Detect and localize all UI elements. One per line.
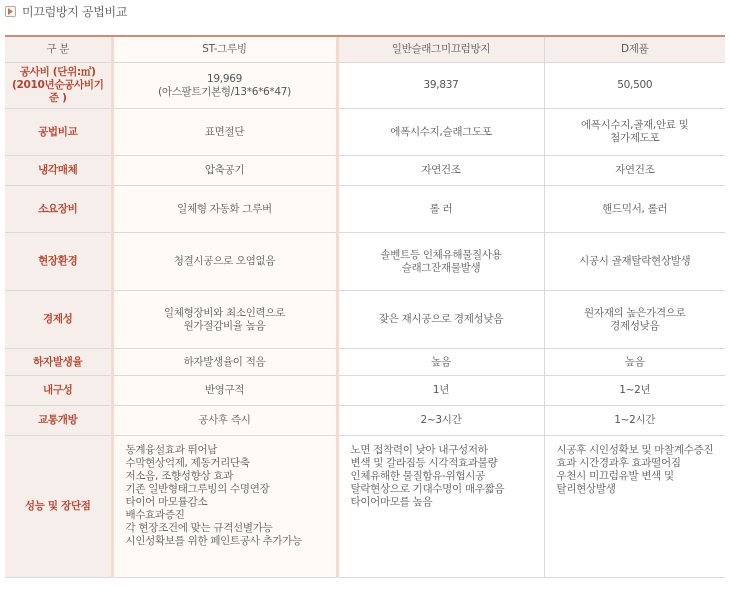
row-label-equipment: 소요장비 [5, 186, 112, 233]
page-title-bar [5, 2, 127, 20]
table-row [5, 436, 725, 578]
table-row [5, 109, 725, 156]
table-cell: 높음 [544, 349, 725, 376]
table-cell: 19,969 (아스팔트기본형/13*6*6*47) [112, 63, 337, 109]
table-cell: 1년 [337, 376, 544, 406]
table-row [5, 156, 725, 186]
table-cell: 일체형 자동화 그루버 [112, 186, 337, 233]
table-row [5, 186, 725, 233]
table-row [5, 63, 725, 109]
table-cell: 일체형장비와 최소인력으로 원가절감비율 높음 [112, 291, 337, 349]
column-header-d-product: D제품 [544, 37, 725, 63]
table-cell: 2~3시간 [337, 406, 544, 436]
row-label-cooling: 냉각매체 [5, 156, 112, 186]
row-label-environment: 현장환경 [5, 233, 112, 291]
column-header-st-grooving: ST-그루빙 [112, 37, 337, 63]
table-row [5, 291, 725, 349]
table-cell: 1~2시간 [544, 406, 725, 436]
arrow-bullet-icon [5, 6, 16, 17]
table-cell: 원자재의 높은가격으로 경제성낮음 [544, 291, 725, 349]
column-header-slag: 일반슬래그미끄럼방지 [337, 37, 544, 63]
table-cell: 에폭시수지,골재,안료 및 첨가제도포 [544, 109, 725, 156]
table-cell: 동계융설효과 뛰어남 수막현상억제, 제동거리단축 저소음, 조향성향상 효과 기존 일반형태그루빙의 수명연장 타이어 마모률감소 배수효과증진 각 현장조건에 맞는 규격선별가능 시인성확보를 위한 페인트공사 추가가능 [112, 436, 337, 578]
table-row [5, 233, 725, 291]
table-row [5, 376, 725, 406]
table-cell: 시공후 시인성확보 및 마찰계수증진 효과 시간경과후 효과떨어짐 우천시 미끄럼유발 변색 및 탈리현상발생 [544, 436, 725, 578]
table-cell: 50,500 [544, 63, 725, 109]
table-cell: 잦은 재시공으로 경제성낮음 [337, 291, 544, 349]
table-cell: 청결시공으로 오염없음 [112, 233, 337, 291]
table-cell: 핸드믹서, 롤러 [544, 186, 725, 233]
column-header-category: 구 분 [5, 37, 112, 63]
table-cell: 하자발생율이 적음 [112, 349, 337, 376]
row-label-performance: 성능 및 장단점 [5, 436, 112, 578]
table-row [5, 349, 725, 376]
row-label-cost: 공사비 (단위:㎡) (2010년순공사비기준 ) [5, 63, 112, 109]
table-cell: 롤 러 [337, 186, 544, 233]
page-title: 미끄럼방지 공법비교 [22, 4, 128, 19]
table-cell: 시공시 골재탈락현상발생 [544, 233, 725, 291]
table-cell: 자연건조 [337, 156, 544, 186]
row-label-durability: 내구성 [5, 376, 112, 406]
row-label-method: 공법비교 [5, 109, 112, 156]
table-cell: 표면절단 [112, 109, 337, 156]
table-cell: 솔벤트등 인체유해물질사용 슬래그잔재물발생 [337, 233, 544, 291]
table-cell: 공사후 즉시 [112, 406, 337, 436]
table-cell: 높음 [337, 349, 544, 376]
table-cell: 반영구적 [112, 376, 337, 406]
table-cell: 에폭시수지,슬래그도포 [337, 109, 544, 156]
row-label-defect-rate: 하자발생율 [5, 349, 112, 376]
row-label-economy: 경제성 [5, 291, 112, 349]
comparison-table [5, 37, 725, 578]
row-label-traffic-opening: 교통개방 [5, 406, 112, 436]
table-cell: 노면 접착력이 낮아 내구성저하 변색 및 갈라짐등 시각적효과불량 인체유해한 물질함유-위험시공 탈락현상으로 기대수명이 매우짧음 타이어마모를 높음 [337, 436, 544, 578]
table-row [5, 406, 725, 436]
table-cell: 39,837 [337, 63, 544, 109]
table-cell: 1~2년 [544, 376, 725, 406]
table-cell: 압축공기 [112, 156, 337, 186]
table-cell: 자연건조 [544, 156, 725, 186]
header-row [5, 37, 725, 63]
